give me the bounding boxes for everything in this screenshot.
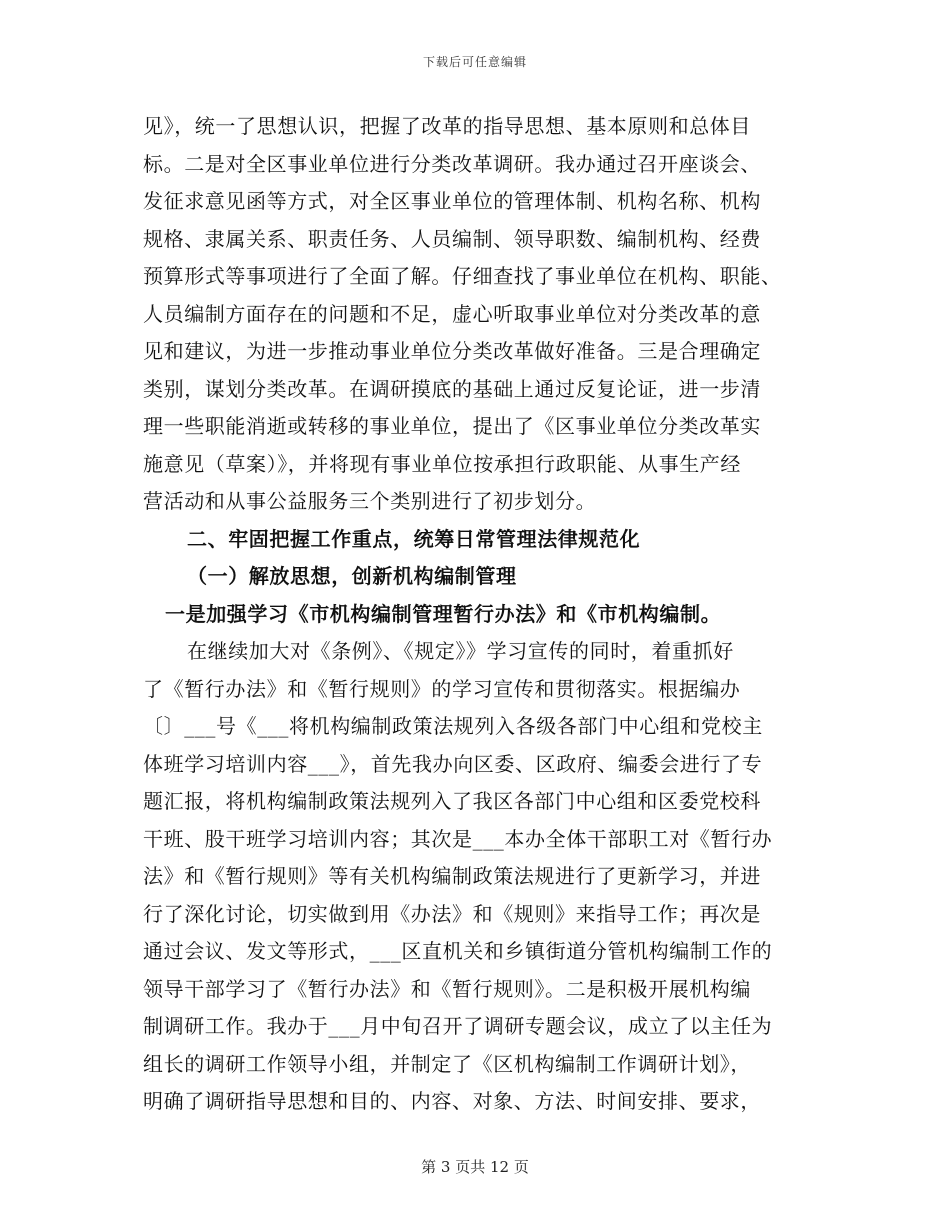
text-line: 明确了调研指导思想和目的、内容、对象、方法、时间安排、要求， xyxy=(143,1089,761,1113)
item-heading: 一是加强学习《市机构编制管理暂行办法》和《市机构编制。 xyxy=(165,601,722,626)
text-line: 标。二是对全区事业单位进行分类改革调研。我办通过召开座谈会、 xyxy=(143,151,761,176)
document-body xyxy=(143,108,811,1121)
text-line: 〔〕___号《___将机构编制政策法规列入各级各部门中心组和党校主 xyxy=(143,714,763,738)
text-line: 发征求意见函等方式，对全区事业单位的管理体制、机构名称、机构 xyxy=(143,189,761,213)
text-line: 法》和《暂行规则》等有关机构编制政策法规进行了更新学习，并进 xyxy=(143,864,761,888)
text-line: 施意见（草案）》，并将现有事业单位按承担行政职能、从事生产经 xyxy=(143,451,741,476)
subsection-heading: （一）解放思想，创新机构编制管理 xyxy=(187,564,517,588)
page-header: 下载后可任意编辑 xyxy=(422,55,527,69)
text-line: 类别，谋划分类改革。在调研摸底的基础上通过反复论证，进一步清 xyxy=(143,376,761,401)
text-line: 制调研工作。我办于___月中旬召开了调研专题会议，成立了以主任为 xyxy=(143,1014,773,1038)
text-line: 题汇报，将机构编制政策法规列入了我区各部门中心组和区委党校科 xyxy=(143,789,761,813)
text-line: 理一些职能消逝或转移的事业单位，提出了《区事业单位分类改革实 xyxy=(143,414,761,438)
section-heading: 二、牢固把握工作重点，统筹日常管理法律规范化 xyxy=(187,526,641,551)
text-line: 预算形式等事项进行了全面了解。仔细查找了事业单位在机构、职能、 xyxy=(143,264,782,288)
paragraph-start-line: 在继续加大对《条例》、《规定》》学习宣传的同时，着重抓好 xyxy=(187,639,734,663)
text-line: 营活动和从事公益服务三个类别进行了初步划分。 xyxy=(143,489,597,513)
text-line: 行了深化讨论，切实做到用《办法》和《规则》来指导工作；再次是 xyxy=(143,901,761,926)
text-line: 了《暂行办法》和《暂行规则》的学习宣传和贯彻落实。根据编办 xyxy=(143,676,741,701)
text-line: 通过会议、发文等形式，___区直机关和乡镇街道分管机构编制工作的 xyxy=(143,939,773,963)
text-line: 体班学习培训内容___》，首先我办向区委、区政府、编委会进行了专 xyxy=(143,751,763,776)
text-line: 见》，统一了思想认识，把握了改革的指导思想、基本原则和总体目 xyxy=(143,114,751,138)
text-line: 领导干部学习了《暂行办法》和《暂行规则》。二是积极开展机构编 xyxy=(143,976,751,1001)
text-line: 组长的调研工作领导小组，并制定了《区机构编制工作调研计划》， xyxy=(143,1051,751,1076)
text-line: 人员编制方面存在的问题和不足，虚心听取事业单位对分类改革的意 xyxy=(143,301,761,326)
text-line: 见和建议，为进一步推动事业单位分类改革做好准备。三是合理确定 xyxy=(143,339,761,363)
text-line: 干班、股干班学习培训内容；其次是___本办全体干部职工对《暂行办 xyxy=(143,826,773,851)
text-line: 规格、隶属关系、职责任务、人员编制、领导职数、编制机构、经费 xyxy=(143,226,761,251)
page-number: 第 3 页共 12 页 xyxy=(421,1158,529,1176)
